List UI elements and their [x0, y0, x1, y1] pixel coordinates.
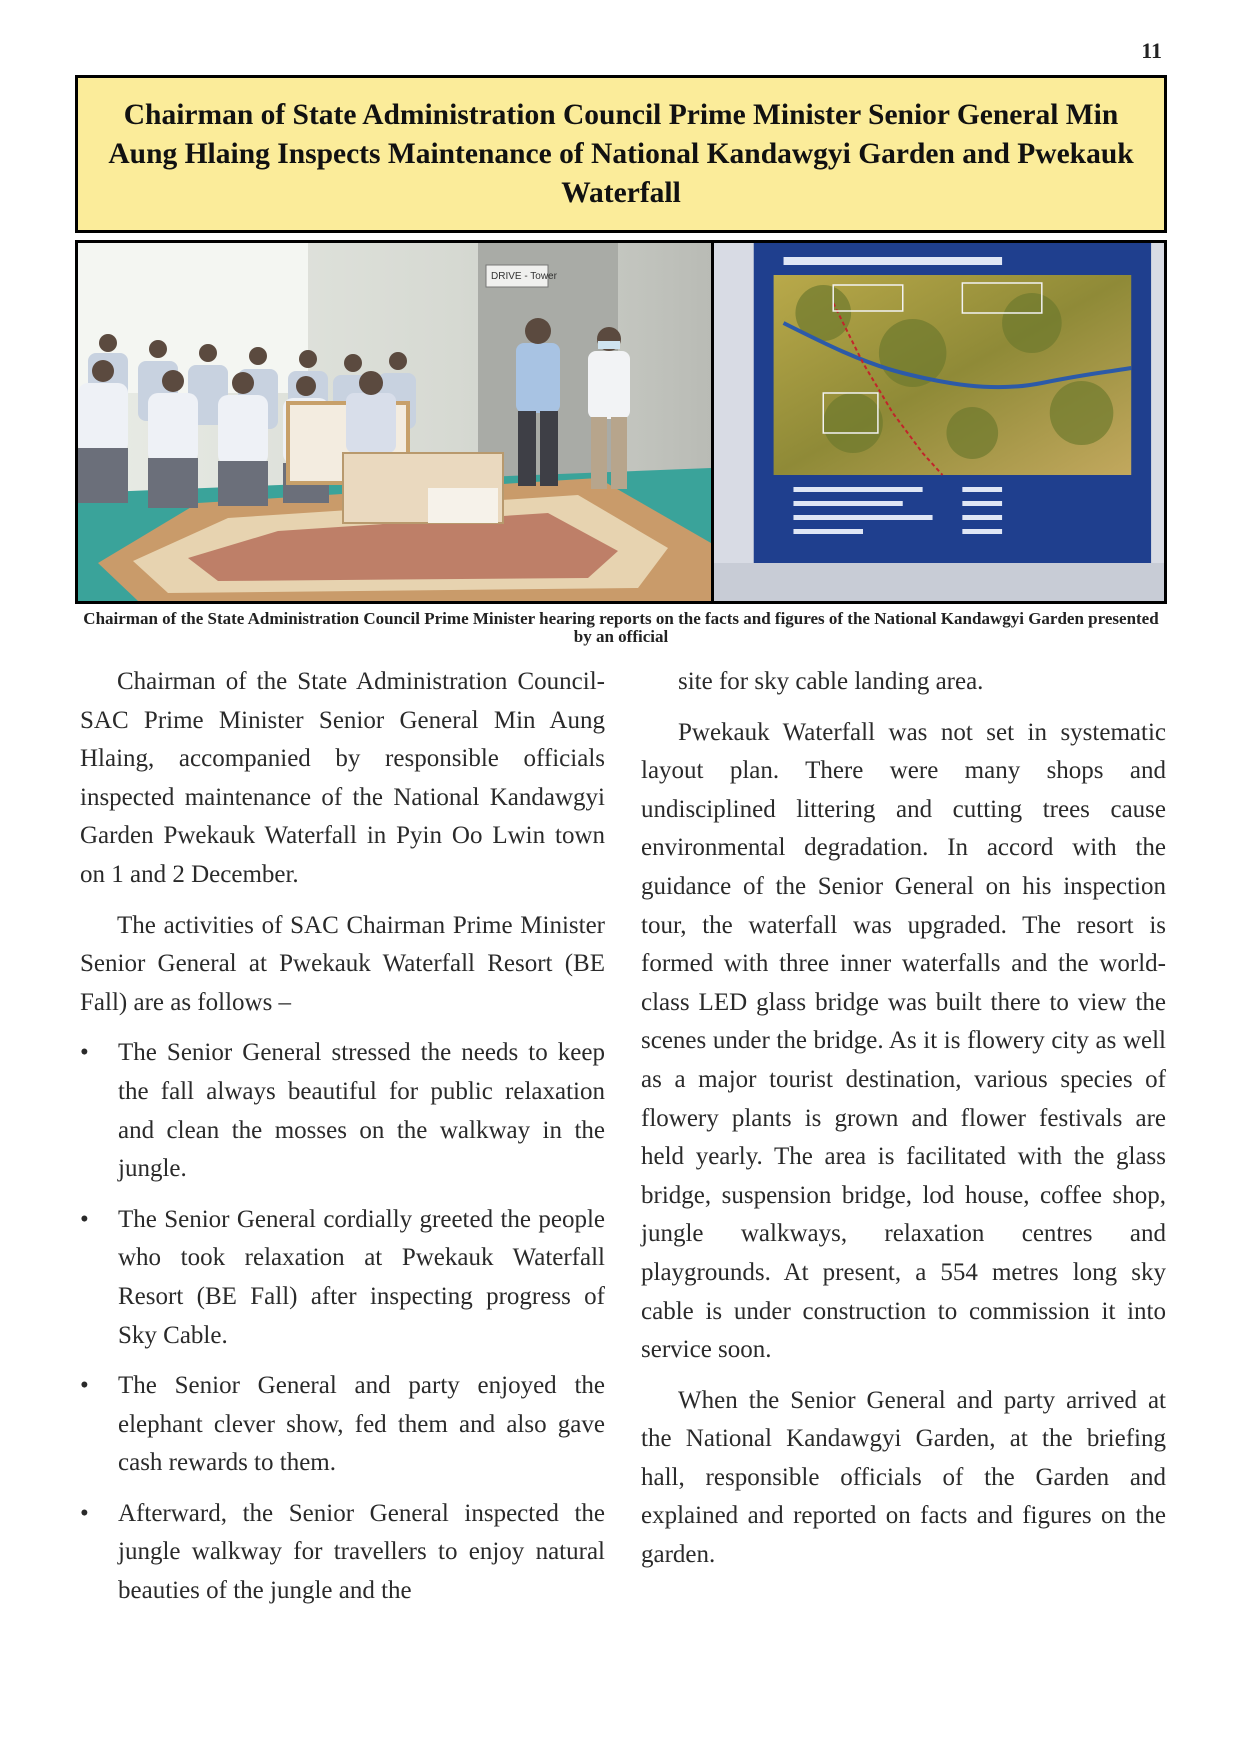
- right-column: [641, 663, 1166, 1587]
- briefing-hall-photo: [78, 243, 711, 601]
- list-item: • The Senior General cordially greeted the people who took relaxation at Pwekauk Waterfall Resort (BE Fall) after inspecting progress of Sky Cable.: [80, 1201, 605, 1355]
- paragraph-activities: The activities of SAC Chairman Prime Minister Senior General at Pwekauk Waterfall Resort (BE Fall) are as follows –: [80, 911, 605, 1016]
- photo-frame: [75, 240, 1167, 604]
- left-column: [80, 663, 605, 1623]
- sign-label: DRIVE - Tower: [491, 271, 557, 282]
- activity-list: [80, 1034, 605, 1610]
- paragraph-waterfall: Pwekauk Waterfall was not set in systematic layout plan. There were many shops and undisciplined littering and cutting trees cause environmental degradation. In accord with the guidance of the Senior General on his inspection tour, the waterfall was upgraded. The resort is formed with three inner waterfalls and the world-class LED glass bridge was built there to view the scenes under the bridge. As it is flowery city as well as a major tourist destination, various species of flowery plants is grown and flower festivals are held yearly. The area is facilitated with the glass bridge, suspension bridge, lod house, coffee shop, jungle walkways, relaxation centres and playgrounds. At present, a 554 metres long sky cable is under construction to commission it into service soon.: [641, 718, 1166, 1364]
- list-item: • The Senior General stressed the needs to keep the fall always beautiful for public relaxation and clean the mosses on the walkway in the jungle.: [80, 1034, 605, 1188]
- page-number: 11: [1141, 38, 1162, 63]
- list-item: • The Senior General and party enjoyed the elephant clever show, fed them and also gave cash rewards to them.: [80, 1367, 605, 1483]
- map-presentation-photo: [714, 243, 1164, 601]
- title-box: [75, 75, 1167, 233]
- article-title: Chairman of State Administration Council Prime Minister Senior General Min Aung Hlaing Inspects Maintenance of National Kandawgyi Garden and Pwekauk Waterfall: [108, 98, 1134, 209]
- satellite-map-image: [714, 243, 1164, 601]
- list-item: • Afterward, the Senior General inspected the jungle walkway for travellers to enjoy natural beauties of the jungle and the: [80, 1495, 605, 1611]
- briefing-hall-image: [78, 243, 711, 601]
- paragraph-intro: Chairman of the State Administration Council-SAC Prime Minister Senior General Min Aung Hlaing, accompanied by responsible officials inspected maintenance of the National Kandawgyi Garden Pwekauk Waterfall in Pyin Oo Lwin town on 1 and 2 December.: [80, 668, 605, 888]
- paragraph-garden: When the Senior General and party arrived at the National Kandawgyi Garden, at the briefing hall, responsible officials of the Garden and explained and reported on facts and figures on the garden.: [641, 1386, 1166, 1569]
- paragraph-continuation: site for sky cable landing area.: [678, 668, 984, 695]
- photo-caption: Chairman of the State Administration Council Prime Minister hearing reports on the facts and figures of the National Kandawgyi Garden presented by an official: [83, 609, 1159, 646]
